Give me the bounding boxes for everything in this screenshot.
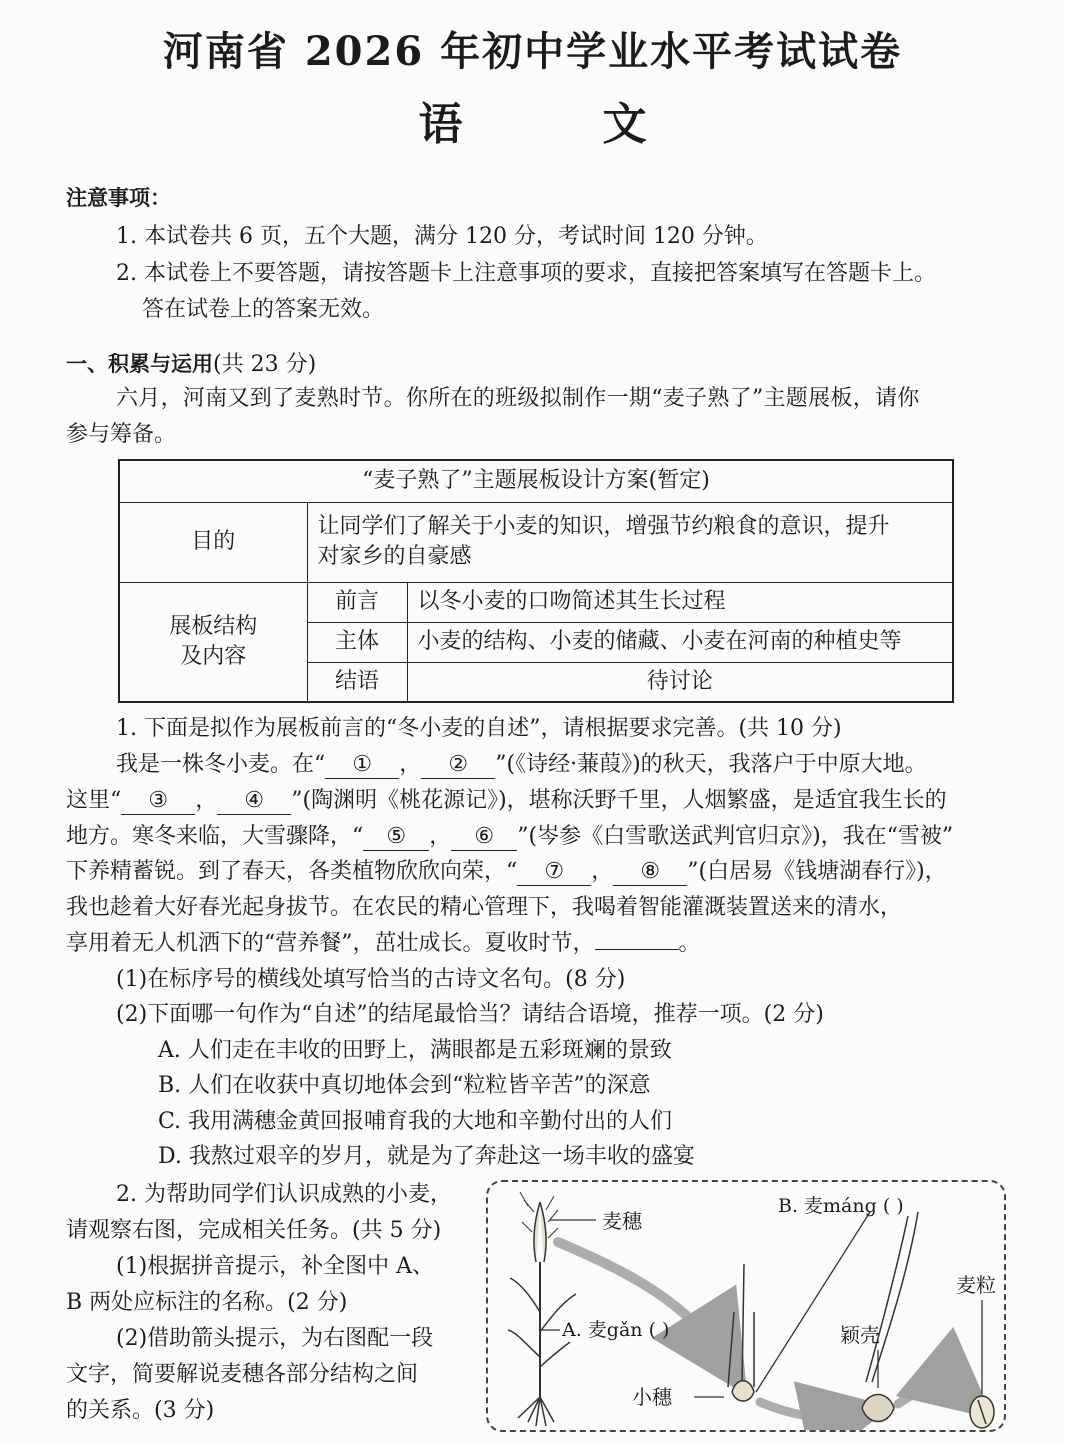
passage-text: 我是一株冬小麦。在“ — [116, 752, 326, 777]
label-maili: 麦粒 — [956, 1273, 996, 1297]
q1-sub1: (1)在标序号的横线处填写恰当的古诗文名句。(8 分) — [116, 967, 626, 992]
awn — [866, 1212, 918, 1382]
q1-passage-line5: 我也趁着大好春光起身拔节。在农民的精心管理下，我喝着智能灌溉装置送来的清水， — [66, 895, 903, 920]
passage-text: 下养精蓄锐。到了春天，各类植物欣欣向荣，“ — [66, 859, 518, 884]
notice-item-2: 2. 本试卷上不要答题，请按答题卡上注意事项的要求，直接把答案填写在答题卡上。 — [116, 261, 936, 286]
q1-option-a: A. 人们走在丰收的田野上，满眼都是五彩斑斓的景致 — [158, 1038, 672, 1063]
label-maisui: 麦穗 — [602, 1209, 642, 1233]
label-b-awn: B. 麦máng ( ) — [778, 1195, 904, 1217]
glume — [862, 1395, 894, 1422]
plan-purpose-line1: 让同学们了解关于小麦的知识，增强节约粮食的意识，提升 — [317, 514, 890, 539]
section1-heading — [66, 349, 316, 380]
q2-line4: B 两处应标注的名称。(2 分) — [66, 1290, 348, 1315]
passage-text: ”(陶渊明《桃花源记》)，堪称沃野千里，人烟繁盛，是适宜我生长的 — [291, 788, 947, 813]
q2-line5: (2)借助箭头提示，为右图配一段 — [116, 1326, 434, 1351]
q1-sub2: (2)下面哪一句作为“自述”的结尾最恰当？请结合语境，推荐一项。(2 分) — [116, 1002, 824, 1027]
plan-row-part: 前言 — [307, 582, 407, 622]
plan-row-content: 以冬小麦的口吻简述其生长过程 — [407, 582, 953, 622]
notice-item-2-cont: 答在试卷上的答案无效。 — [142, 297, 385, 322]
passage-text: ”(《诗经·蒹葭》)的秋天，我落户于中原大地。 — [495, 752, 927, 777]
passage-text: 享用着无人机洒下的“营养餐”，茁壮成长。夏收时节， — [66, 931, 595, 956]
exam-title: 河南省 2026 年初中学业水平考试试卷 — [162, 28, 903, 75]
q1-passage-line2: 这里“ ③ ， ④ ”(陶渊明《桃花源记》)，堪称沃野千里，人烟繁盛，是适宜我生长的 — [66, 788, 947, 813]
blank-7: ⑦ — [517, 859, 591, 886]
blank-5: ⑤ — [363, 824, 429, 851]
plan-table — [118, 459, 954, 703]
blank-4: ④ — [217, 788, 291, 815]
q2-line6: 文字，简要解说麦穗各部分结构之间 — [66, 1362, 419, 1387]
plan-purpose-line2: 对家乡的自豪感 — [317, 544, 472, 569]
plan-row-part: 主体 — [307, 622, 407, 662]
blank-ending — [595, 949, 679, 950]
section1-score: (共 23 分) — [213, 352, 317, 377]
plan-structure-label — [119, 582, 307, 702]
plan-structure-label-line1: 展板结构 — [169, 613, 258, 639]
blank-6: ⑥ — [451, 824, 517, 851]
q1-passage-line6 — [66, 929, 701, 959]
blank-2: ② — [421, 752, 495, 779]
q2-line7: 的关系。(3 分) — [66, 1398, 215, 1423]
plan-structure-label-line2: 及内容 — [180, 643, 247, 669]
q1-option-c: C. 我用满穗金黄回报哺育我的大地和辛勤付出的人们 — [158, 1109, 673, 1134]
section1-title: 一、积累与运用 — [66, 352, 213, 376]
plan-row-content: 小麦的结构、小麦的储藏、小麦在河南的种植史等 — [407, 622, 953, 662]
passage-text: ”(白居易《钱塘湖春行》)， — [687, 859, 947, 884]
label-a-stem: A. 麦gǎn ( ) — [562, 1319, 670, 1341]
q2-line3: (1)根据拼音提示，补全图中 A、 — [116, 1254, 435, 1279]
q1-option-d: D. 我熬过艰辛的岁月，就是为了奔赴这一场丰收的盛宴 — [158, 1144, 695, 1169]
plan-purpose-text — [307, 502, 953, 582]
section1-intro-line2: 参与筹备。 — [66, 422, 177, 447]
plan-purpose-label: 目的 — [119, 502, 307, 582]
q1-passage-line4: 下养精蓄锐。到了春天，各类植物欣欣向荣，“ ⑦ ， ⑧ ”(白居易《钱塘湖春行》)， — [66, 859, 947, 884]
passage-text: 这里“ — [66, 788, 122, 813]
blank-3: ③ — [121, 788, 195, 815]
q1-stem: 1. 下面是拟作为展板前言的“冬小麦的自述”，请根据要求完善。(共 10 分) — [116, 716, 842, 741]
section1-intro-line1: 六月，河南又到了麦熟时节。你所在的班级拟制作一期“麦子熟了”主题展板，请你 — [116, 386, 920, 411]
notice-heading: 注意事项： — [66, 186, 171, 210]
q2-line1: 2. 为帮助同学们认识成熟的小麦， — [116, 1182, 452, 1207]
passage-text: 地方。寒冬来临，大雪骤降，“ — [66, 824, 364, 849]
plan-row-part: 结语 — [307, 662, 407, 702]
q2-line2: 请观察右图，完成相关任务。(共 5 分) — [66, 1218, 442, 1243]
label-yingke: 颖壳 — [840, 1323, 880, 1347]
plan-table-caption: “麦子熟了”主题展板设计方案(暂定) — [119, 460, 953, 502]
blank-1: ① — [325, 752, 399, 779]
q1-passage-line3: 地方。寒冬来临，大雪骤降，“ ⑤ ， ⑥ ”(岑参《白雪歌送武判官归京》)，我在“雪被” — [66, 824, 954, 849]
q1-passage-line1: 我是一株冬小麦。在“ ① ， ② ”(《诗经·蒹葭》)的秋天，我落户于中原大地。 — [116, 752, 927, 777]
wheat-plant — [508, 1192, 576, 1426]
spikelet — [728, 1264, 754, 1401]
passage-text: 。 — [678, 931, 701, 956]
label-xiaosui: 小穗 — [632, 1385, 672, 1409]
blank-8: ⑧ — [613, 859, 687, 886]
q1-option-b: B. 人们在收获中真切地体会到“粒粒皆辛苦”的深意 — [158, 1073, 651, 1098]
wheat-figure — [486, 1180, 1006, 1432]
passage-text: ”(岑参《白雪歌送武判官归京》)，我在“雪被” — [517, 824, 954, 849]
wheat-drawing — [488, 1182, 1004, 1430]
notice-item-1: 1. 本试卷共 6 页，五个大题，满分 120 分，考试时间 120 分钟。 — [116, 224, 768, 249]
grain — [970, 1396, 994, 1428]
plan-row-content: 待讨论 — [407, 662, 953, 702]
exam-subject: 语文 — [418, 99, 787, 150]
